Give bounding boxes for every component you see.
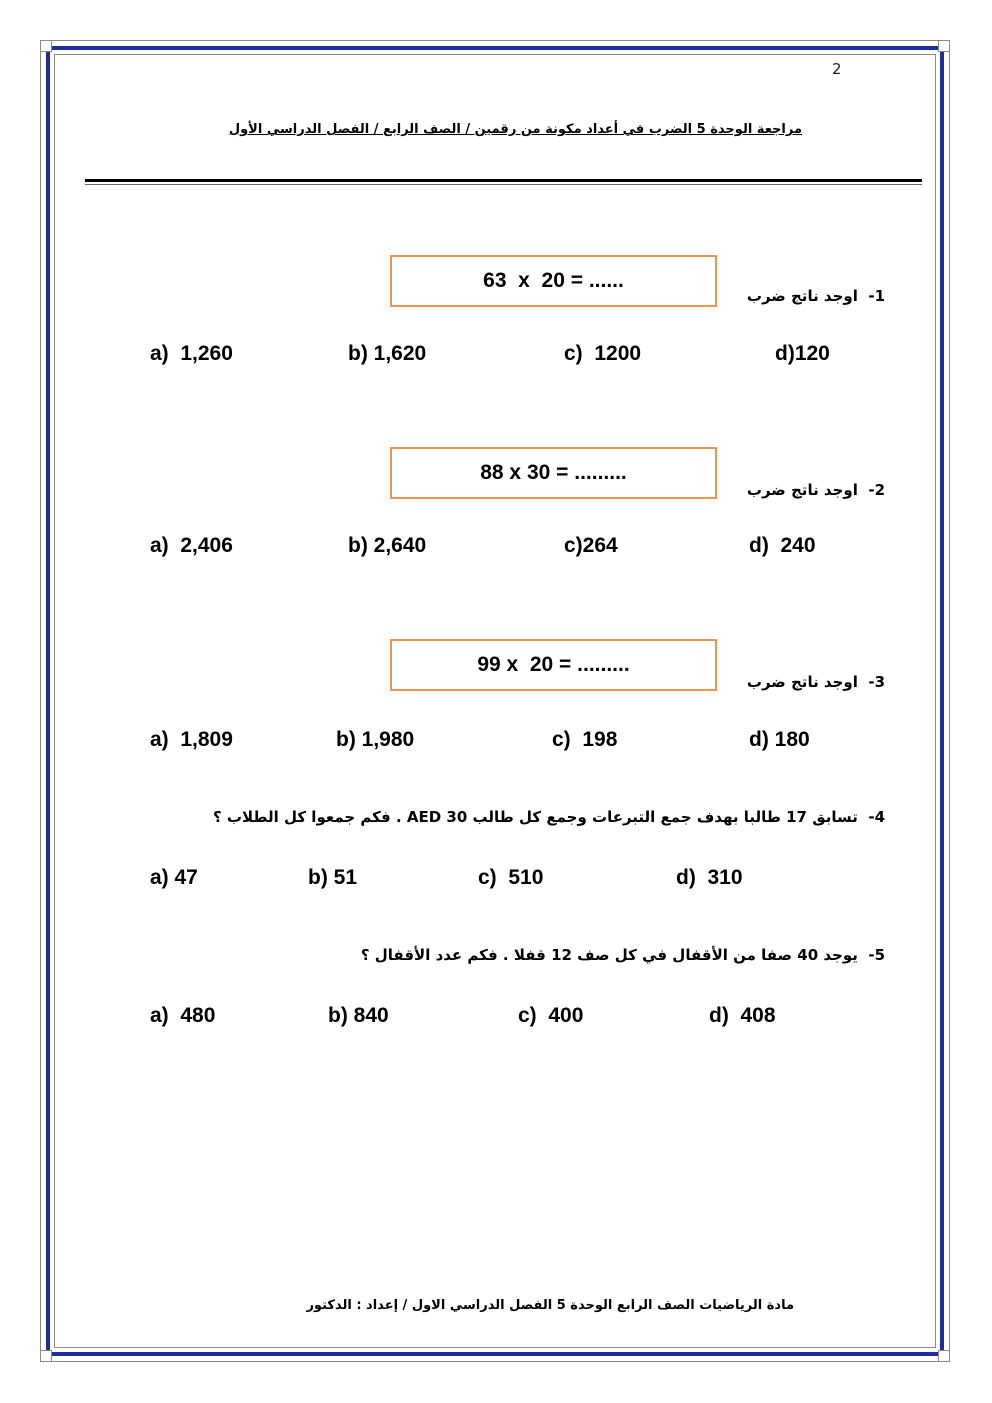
equation-box: 99 x 20 = .........	[390, 639, 717, 691]
option-d[interactable]: d) 408	[709, 1004, 776, 1027]
question-prompt	[747, 287, 885, 305]
worksheet-footer: مادة الرياضيات الصف الرابع الوحدة 5 الفصل الدراسي الاول / إعداد : الدكتور	[306, 1298, 794, 1313]
question-text: اوجد ناتج ضرب	[746, 481, 858, 499]
frame-corner-bottom-left	[40, 1350, 52, 1362]
option-a[interactable]: a) 480	[150, 1004, 216, 1027]
option-a[interactable]: a) 2,406	[150, 534, 233, 557]
frame-corner-top-right	[938, 40, 950, 52]
header-divider	[85, 179, 922, 182]
question-text: يوجد 40 صفا من الأقفال في كل صف 12 قفلا . فكم عدد الأقفال ؟	[360, 946, 858, 964]
option-d[interactable]: d) 180	[749, 728, 810, 751]
question-prompt	[747, 481, 885, 499]
option-b[interactable]: b) 1,980	[336, 728, 415, 751]
question-text: تسابق 17 طالبا بهدف جمع التبرعات وجمع كل طالب 30 AED . فكم جمعوا كل الطلاب ؟	[212, 808, 858, 826]
frame-corner-top-left	[40, 40, 52, 52]
question-number: 5-	[868, 946, 885, 964]
question-number: 1-	[868, 287, 885, 305]
page-number: 2	[832, 60, 842, 78]
question-number: 2-	[868, 481, 885, 499]
option-b[interactable]: b) 2,640	[348, 534, 427, 557]
question-prompt	[213, 808, 885, 826]
option-d[interactable]: d)120	[775, 342, 830, 365]
option-a[interactable]: a) 1,260	[150, 342, 233, 365]
option-c[interactable]: c) 198	[552, 728, 618, 751]
question-number: 3-	[868, 673, 885, 691]
option-d[interactable]: d) 310	[676, 866, 743, 889]
option-c[interactable]: c) 400	[518, 1004, 584, 1027]
question-text: اوجد ناتج ضرب	[746, 287, 858, 305]
option-d[interactable]: d) 240	[749, 534, 816, 557]
header-divider-thin	[85, 184, 922, 185]
option-a[interactable]: a) 47	[150, 866, 198, 889]
option-b[interactable]: b) 51	[308, 866, 358, 889]
page-frame-inner	[54, 54, 936, 1348]
question-text: اوجد ناتج ضرب	[746, 673, 858, 691]
worksheet-header: مراجعة الوحدة 5 الضرب في أعداد مكونة من رقمين / الصف الرابع / الفصل الدراسي الأول	[228, 122, 802, 137]
equation-box: 63 x 20 = ......	[390, 255, 717, 307]
question-prompt	[747, 673, 885, 691]
question-number: 4-	[868, 808, 885, 826]
option-b[interactable]: b) 1,620	[348, 342, 427, 365]
option-b[interactable]: b) 840	[328, 1004, 389, 1027]
frame-corner-bottom-right	[938, 1350, 950, 1362]
option-a[interactable]: a) 1,809	[150, 728, 233, 751]
option-c[interactable]: c) 510	[478, 866, 544, 889]
option-c[interactable]: c) 1200	[564, 342, 642, 365]
equation-box: 88 x 30 = .........	[390, 447, 717, 499]
option-c[interactable]: c)264	[564, 534, 618, 557]
question-prompt	[361, 946, 885, 964]
